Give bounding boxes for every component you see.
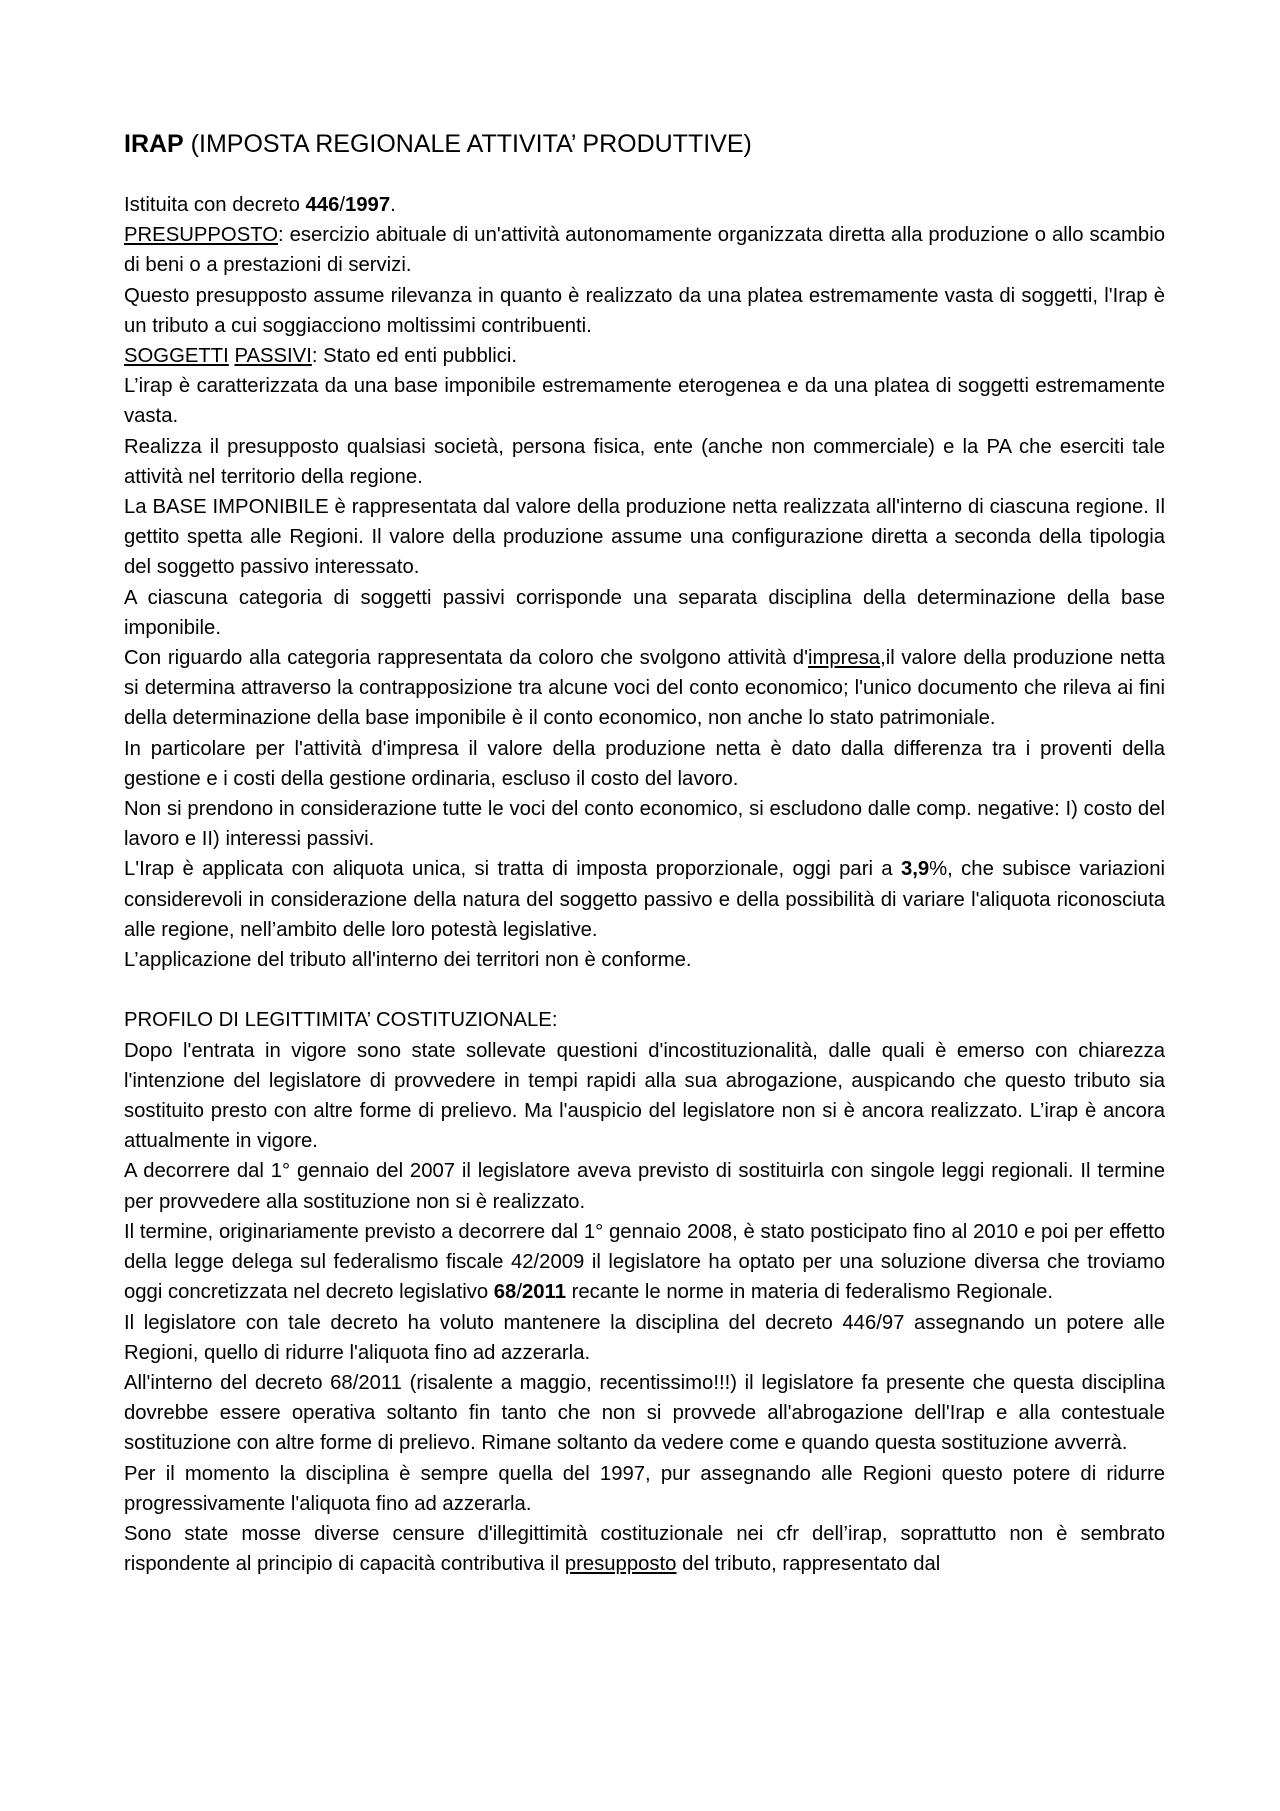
- paragraph-decreto-68: All'interno del decreto 68/2011 (risalente a maggio, recentissimo!!!) il legislatore fa presente che questa disciplina dovrebbe essere operativa soltanto fin tanto che non si provvede all'abrogazione dell'Irap e alla contestuale sostituzione con altre forme di prelievo. Rimane soltanto da vedere come e quando questa sostituzione avverrà.: [124, 1371, 1165, 1455]
- text-span: .: [390, 194, 396, 216]
- text-span: Istituita con decreto: [124, 194, 306, 216]
- text-span: %, che subisce variazioni considerevoli in considerazione della natura del soggetto passivo e della possibilità di variare l'aliquota riconosciuta alle regione, nell’ambito delle loro potestà legislative.: [124, 858, 1165, 941]
- text-span: /: [516, 1281, 522, 1304]
- paragraph-base-eterogenea: L’irap è caratterizzata da una base imponibile estremamente eterogenea e da una platea di soggetti estremamente vasta.: [124, 375, 1165, 428]
- paragraph-momento: Per il momento la disciplina è sempre quella del 1997, pur assegnando alle Regioni questo potere di ridurre progressivamente l'aliquota fino ad azzerarla.: [124, 1462, 1165, 1515]
- paragraph-rilevanza: Questo presupposto assume rilevanza in quanto è realizzato da una platea estremamente vasta di soggetti, l'Irap è un tributo a cui soggiacciono moltissimi contribuenti.: [124, 284, 1165, 337]
- paragraph-voci-escluse: Non si prendono in considerazione tutte le voci del conto economico, si escludono dalle comp. negative: I) costo del lavoro e II) interessi passivi.: [124, 798, 1165, 851]
- underlined-term: PRESUPPOSTO: [124, 224, 279, 247]
- paragraph-applicazione: L’applicazione del tributo all'interno dei territori non è conforme.: [124, 949, 692, 972]
- text-span: del tributo, rappresentato dal: [676, 1553, 941, 1576]
- text-span: : Stato ed enti pubblici.: [311, 345, 518, 368]
- paragraph-termine: [124, 1217, 1165, 1308]
- document-title: [124, 124, 1165, 164]
- text-span: /: [339, 194, 345, 216]
- paragraph-impresa: [124, 643, 1165, 734]
- underlined-link[interactable]: presupposto: [564, 1553, 677, 1576]
- section-heading-legittimita: PROFILO DI LEGITTIMITA’ COSTITUZIONALE:: [124, 1009, 558, 1032]
- title-bold: IRAP: [124, 130, 184, 158]
- text-span: : esercizio abituale di un'attività autonomamente organizzata diretta alla produzione o allo scambio di beni o a prestazioni di servizi.: [124, 224, 1165, 277]
- paragraph-realizza: Realizza il presupposto qualsiasi società, persona fisica, ente (anche non commerciale) e la PA che eserciti tale attività nel territorio della regione.: [124, 435, 1165, 488]
- text-span: ,il valore della produzione netta si determina attraverso la contrapposizione tra alcune voci del conto economico; l'unico documento che rileva ai fini della determinazione della base imponibile è il conto economico, non anche lo stato patrimoniale.: [124, 647, 1165, 730]
- paragraph-incostituzionalita: Dopo l'entrata in vigore sono state sollevate questioni d'incostituzionalità, dalle quali è emerso con chiarezza l'intenzione del legislatore di provvedere in tempi rapidi alla sua abrogazione, auspicando che questo tributo sia sostituito presto con altre forme di prelievo. Ma l'auspicio del legislatore non si è ancora realizzato. L’irap è ancora attualmente in vigore.: [124, 1039, 1165, 1153]
- paragraph-aliquota: [124, 854, 1165, 945]
- text-span: Sono state mosse diverse censure d'illegittimità costituzionale nei cfr dell’irap, soprattutto non è sembrato rispondente al principio di capacità contributiva il: [124, 1522, 1165, 1576]
- bold-number: 446: [305, 194, 340, 216]
- paragraph-decorrere-2007: A decorrere dal 1° gennaio del 2007 il legislatore aveva previsto di sostituirla con singole leggi regionali. Il termine per provvedere alla sostituzione non si è realizzato.: [124, 1160, 1165, 1213]
- paragraph-soggetti-passivi: [124, 341, 1165, 371]
- title-rest: (IMPOSTA REGIONALE ATTIVITA’ PRODUTTIVE): [183, 130, 752, 158]
- bold-number: 1997: [345, 194, 391, 216]
- document-page: [124, 124, 1165, 1579]
- text-span: recante le norme in materia di federalismo Regionale.: [565, 1281, 1053, 1304]
- text-span: L'Irap è applicata con aliquota unica, si tratta di imposta proporzionale, oggi pari a: [124, 858, 901, 881]
- paragraph-attivita-impresa: In particolare per l'attività d'impresa il valore della produzione netta è dato dalla differenza tra i proventi della gestione e i costi della gestione ordinaria, escluso il costo del lavoro.: [124, 737, 1165, 790]
- text-span: Con riguardo alla categoria rappresentata da coloro che svolgono attività d': [124, 647, 808, 670]
- paragraph-presupposto: [124, 220, 1165, 280]
- underlined-link[interactable]: impresa: [807, 647, 881, 670]
- paragraph-censure: [124, 1519, 1165, 1579]
- bold-number: 68: [493, 1281, 517, 1304]
- blank-line: [124, 975, 1165, 1005]
- bold-number: 3,9: [900, 858, 930, 881]
- paragraph-decree: [124, 190, 1165, 220]
- paragraph-base-imponibile: La BASE IMPONIBILE è rappresentata dal valore della produzione netta realizzata all'interno di ciascuna regione. Il gettito spetta alle Regioni. Il valore della produzione assume una configurazione diretta a seconda della tipologia del soggetto passivo interessato.: [124, 496, 1165, 579]
- bold-number: 2011: [521, 1281, 566, 1304]
- underlined-term: PASSIVI: [234, 345, 312, 368]
- paragraph-categoria: A ciascuna categoria di soggetti passivi corrisponde una separata disciplina della determinazione della base imponibile.: [124, 586, 1165, 639]
- paragraph-decreto-446: Il legislatore con tale decreto ha voluto mantenere la disciplina del decreto 446/97 assegnando un potere alle Regioni, quello di ridurre l'aliquota fino ad azzerarla.: [124, 1311, 1165, 1364]
- underlined-term: SOGGETTI: [124, 345, 229, 368]
- text-span: Il termine, originariamente previsto a decorrere dal 1° gennaio 2008, è stato posticipato fino al 2010 e poi per effetto della legge delega sul federalismo fiscale 42/2009 il legislatore ha optato per una soluzione diversa che troviamo oggi concretizzata nel decreto legislativo: [124, 1220, 1165, 1304]
